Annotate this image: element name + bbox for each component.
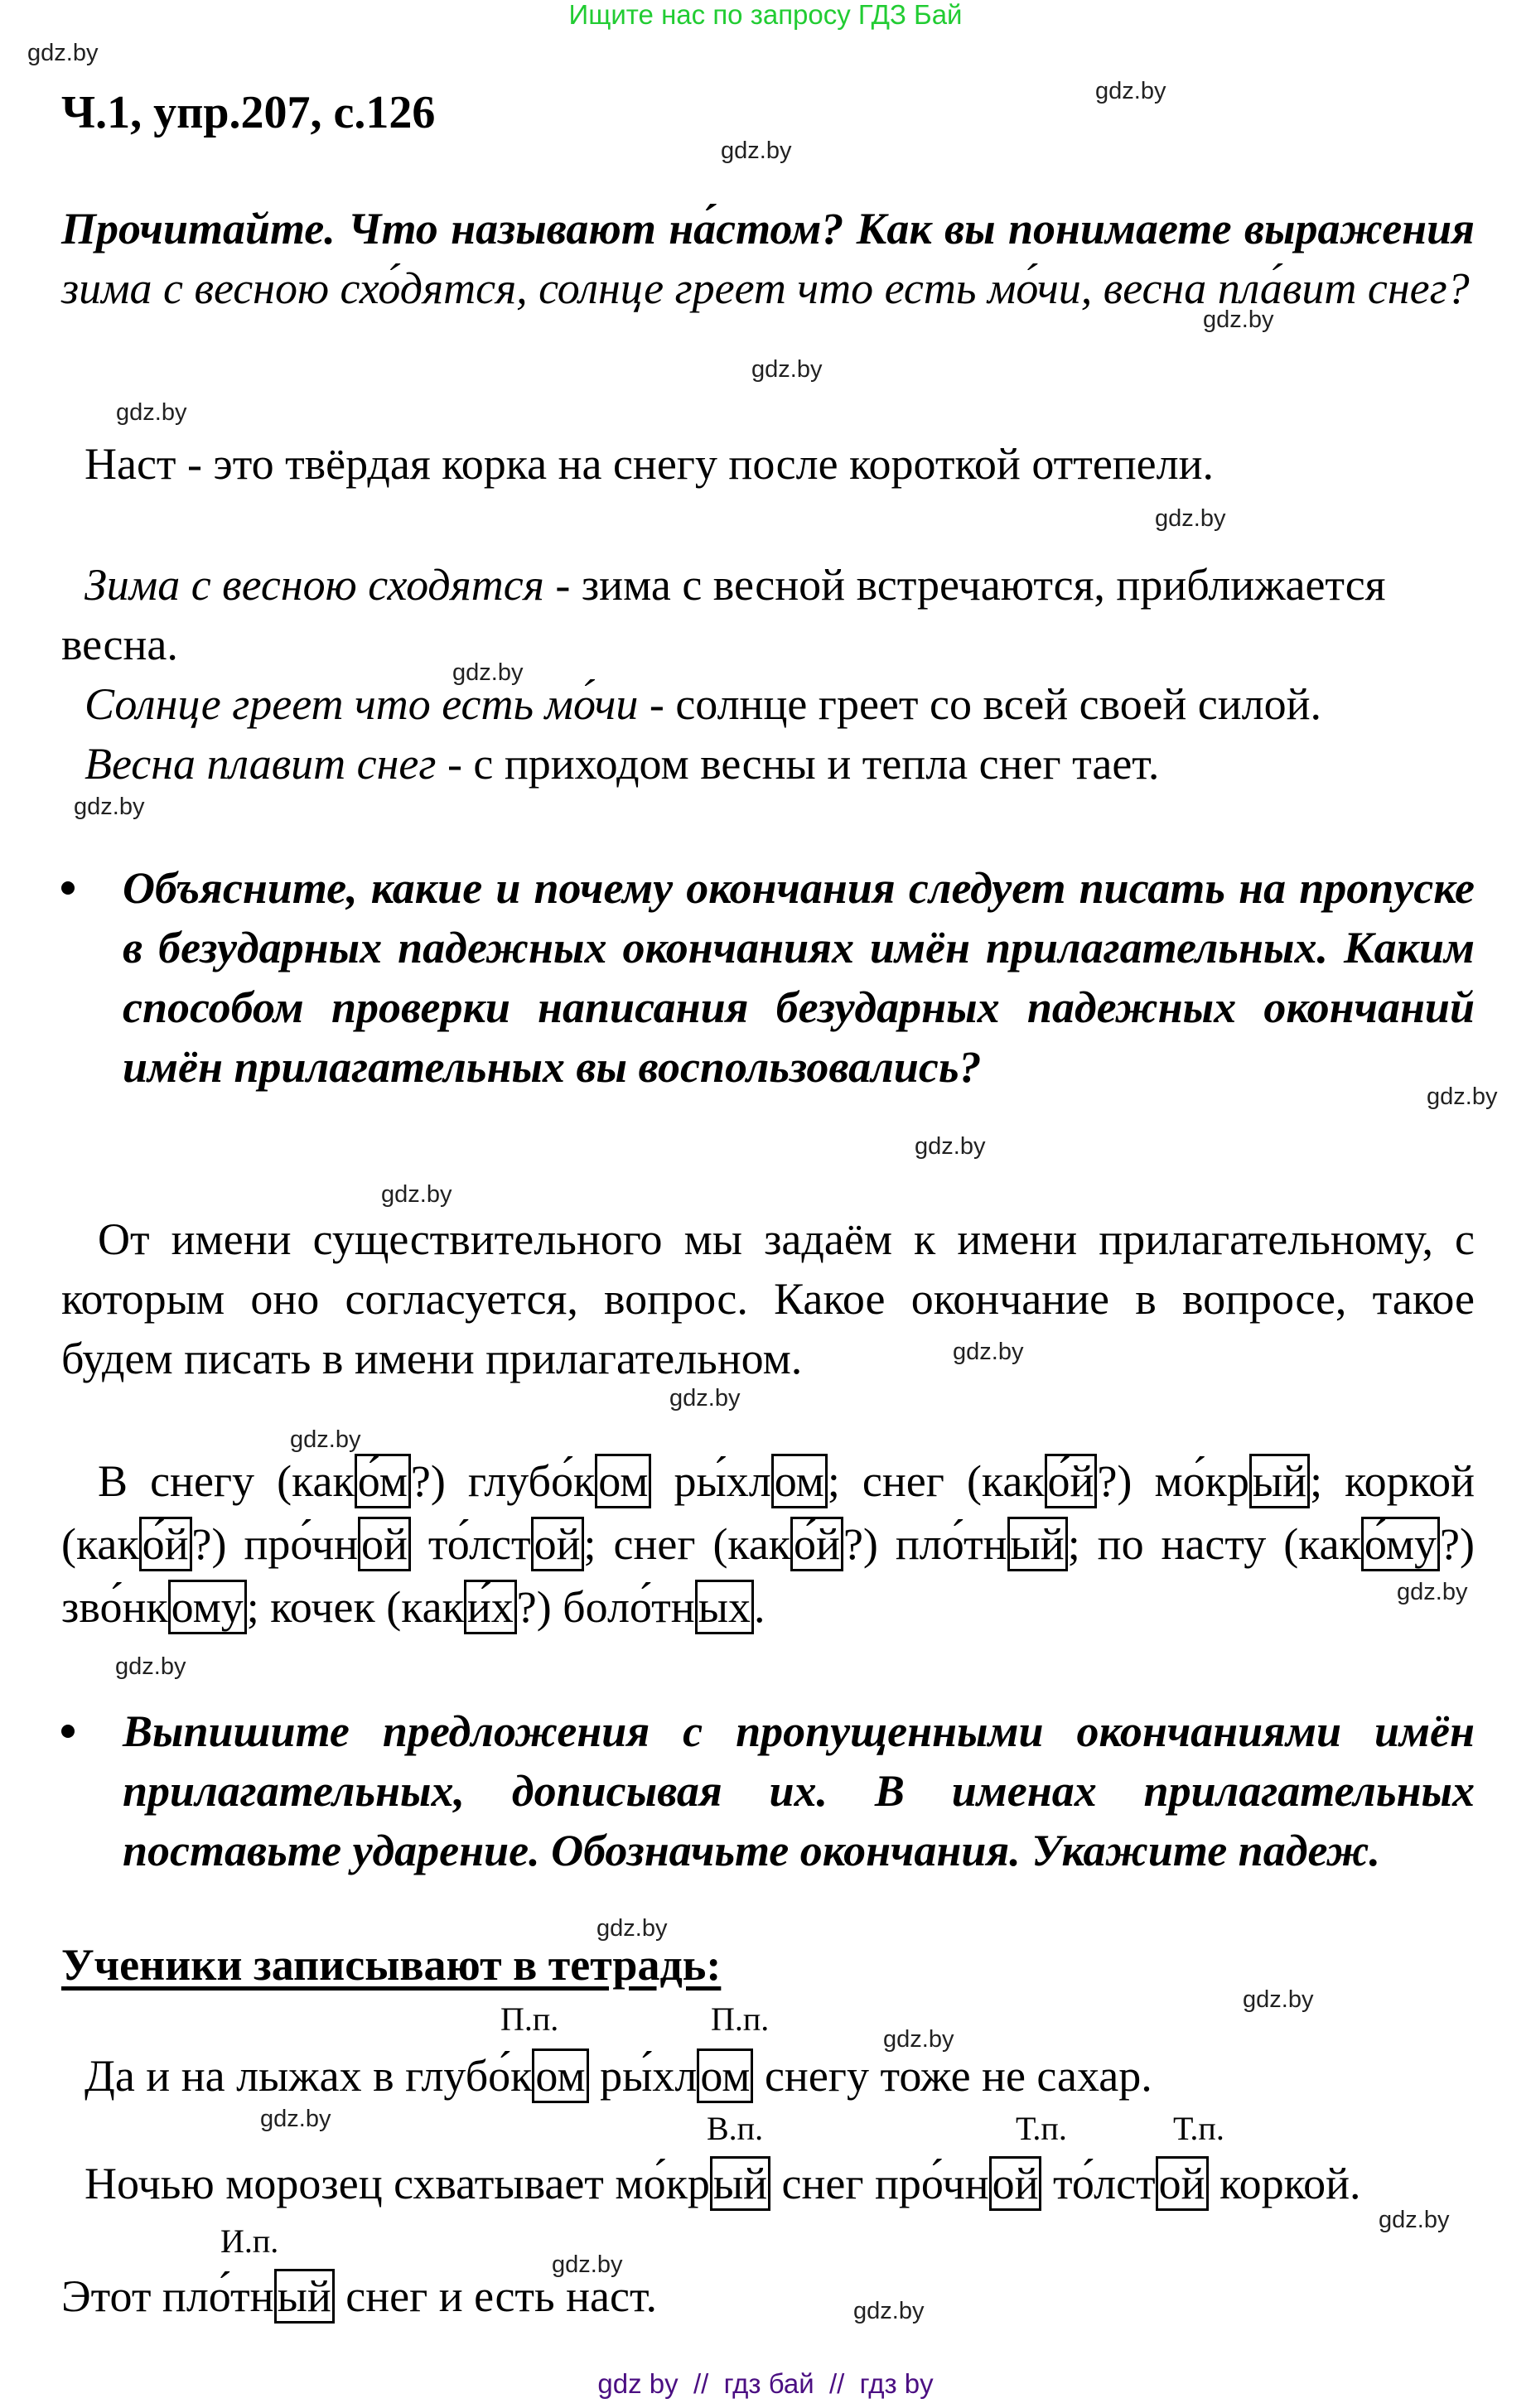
text: ?) про́чн bbox=[191, 1519, 359, 1569]
watermark: gdz.by bbox=[1155, 505, 1226, 532]
case-label: В.п. bbox=[707, 2110, 764, 2147]
ending-box: ом bbox=[771, 1454, 828, 1508]
search-banner: Ищите нас по запросу ГДЗ Бай bbox=[568, 0, 963, 30]
ending-box: ой bbox=[989, 2156, 1042, 2211]
case-label: П.п. bbox=[500, 2000, 559, 2038]
watermark: gdz.by bbox=[1243, 1986, 1314, 2013]
watermark: gdz.by bbox=[452, 659, 524, 686]
notebook-heading: Ученики записывают в тетрадь: bbox=[61, 1940, 722, 1990]
text: снегу тоже не сахар. bbox=[753, 2051, 1152, 2101]
watermark: gdz.by bbox=[751, 356, 823, 383]
footer-links: gdz by // гдз бай // гдз by bbox=[597, 2368, 934, 2399]
watermark: gdz.by bbox=[552, 2251, 623, 2278]
watermark: gdz.by bbox=[260, 2106, 331, 2132]
text: ры́хл bbox=[588, 2051, 698, 2101]
watermark: gdz.by bbox=[596, 1915, 668, 1942]
text: Этот пло́тн bbox=[61, 2271, 274, 2321]
text: ; снег (как bbox=[583, 1519, 791, 1569]
ending-box: ом bbox=[697, 2048, 753, 2103]
watermark: gdz.by bbox=[116, 399, 187, 426]
notebook-sentence-2 bbox=[85, 2154, 1360, 2213]
ending-box: ый bbox=[1007, 1517, 1068, 1571]
bullet-icon bbox=[61, 1725, 75, 1738]
watermark: gdz.by bbox=[915, 1133, 986, 1160]
text: . bbox=[753, 1582, 766, 1632]
watermark: gdz.by bbox=[1397, 1579, 1468, 1605]
task-2 bbox=[61, 858, 1475, 1097]
nast-definition: Наст - это твёрдая корка на снегу после короткой оттепели. bbox=[85, 439, 1214, 489]
watermark: gdz.by bbox=[74, 794, 145, 820]
watermark: gdz.by bbox=[669, 1385, 741, 1412]
ending-box: ой bbox=[1156, 2156, 1209, 2211]
text: ?) мо́кр bbox=[1097, 1456, 1249, 1506]
text: ?) боло́тн bbox=[516, 1582, 695, 1632]
expression-meaning-3 bbox=[61, 734, 1475, 794]
ending-box: о́му bbox=[1361, 1517, 1440, 1571]
task-1-expressions: зима с весною схо́дятся, солнце греет что есть мо́чи, весна пла́вит снег? bbox=[61, 263, 1470, 313]
bullet-icon bbox=[61, 881, 75, 895]
text: ?) пло́тн bbox=[843, 1519, 1007, 1569]
watermark: gdz.by bbox=[115, 1653, 186, 1680]
expression-meaning-2 bbox=[61, 674, 1475, 734]
task-1-question: Прочитайте. Что называют на́стом? Как вы понимаете выражения bbox=[61, 204, 1475, 253]
watermark: gdz.by bbox=[721, 138, 792, 164]
ending-box: о́м bbox=[355, 1454, 411, 1508]
watermark: gdz.by bbox=[1379, 2207, 1450, 2233]
text: Да и на лыжах в глубо́к bbox=[85, 2051, 533, 2101]
ending-box: ый bbox=[710, 2156, 770, 2211]
ending-box: ой bbox=[358, 1517, 411, 1571]
text: ; коркой (как bbox=[61, 1456, 1475, 1569]
task-3 bbox=[61, 1701, 1475, 1880]
text: снег про́чн bbox=[770, 2159, 989, 2208]
expression-meaning-1 bbox=[61, 555, 1475, 674]
ending-box: ый bbox=[274, 2269, 335, 2324]
expression-meaning: - солнце греет со всей своей силой. bbox=[638, 679, 1321, 729]
watermark: gdz.by bbox=[27, 40, 99, 66]
ending-box: о́й bbox=[139, 1517, 192, 1571]
ending-box: ой bbox=[531, 1517, 584, 1571]
text: ; снег (как bbox=[827, 1456, 1045, 1506]
ending-box: ому bbox=[168, 1580, 247, 1634]
text: снег и есть наст. bbox=[334, 2271, 658, 2321]
text: ; кочек (как bbox=[246, 1582, 464, 1632]
task-1 bbox=[61, 199, 1475, 318]
ending-box: ый bbox=[1249, 1454, 1310, 1508]
expression-phrase: Весна плавит снег bbox=[85, 739, 437, 789]
case-label: Т.п. bbox=[1173, 2110, 1224, 2147]
expression-phrase: Солнце греет что есть мо́чи bbox=[85, 679, 639, 729]
watermark: gdz.by bbox=[290, 1426, 361, 1453]
watermark: gdz.by bbox=[883, 2026, 954, 2053]
text: ; по насту (как bbox=[1067, 1519, 1361, 1569]
watermark: gdz.by bbox=[1203, 306, 1274, 333]
ending-box: и́х bbox=[464, 1580, 517, 1634]
text: то́лст bbox=[410, 1519, 531, 1569]
watermark: gdz.by bbox=[1427, 1083, 1498, 1110]
watermark: gdz.by bbox=[953, 1339, 1024, 1365]
ending-box: ом bbox=[595, 1454, 651, 1508]
text: Ночью морозец схватывает мо́кр bbox=[85, 2159, 710, 2208]
expression-phrase: Зима с весною сходятся bbox=[85, 560, 544, 610]
ending-box: ых bbox=[695, 1580, 754, 1634]
text: ?) зво́нк bbox=[61, 1519, 1475, 1632]
text: ры́хл bbox=[651, 1456, 771, 1506]
watermark: gdz.by bbox=[381, 1181, 452, 1208]
watermark: gdz.by bbox=[853, 2298, 925, 2324]
text: В снегу (как bbox=[98, 1456, 355, 1506]
case-label: И.п. bbox=[220, 2222, 279, 2260]
ending-box: ом bbox=[532, 2048, 588, 2103]
task-3-text: Выпишите предложения с пропущенными окончаниями имён прилагательных, дописывая их. В именах прилагательных поставьте ударение. Обозначьте окончания. Укажите падеж. bbox=[123, 1706, 1475, 1875]
text: то́лст bbox=[1041, 2159, 1156, 2208]
text: коркой. bbox=[1208, 2159, 1361, 2208]
page-title: Ч.1, упр.207, с.126 bbox=[61, 87, 436, 138]
expression-meaning: - зима с весной встречаются, приближается весна. bbox=[61, 560, 1386, 669]
case-label: Т.п. bbox=[1016, 2110, 1067, 2147]
ending-box: о́й bbox=[1045, 1454, 1098, 1508]
case-label: П.п. bbox=[711, 2000, 770, 2038]
ending-box: о́й bbox=[790, 1517, 843, 1571]
notebook-sentence-1 bbox=[85, 2046, 1152, 2106]
expression-meaning: - с приходом весны и тепла снег тает. bbox=[436, 739, 1160, 789]
task-2-text: Объясните, какие и почему окончания следует писать на пропуске в безударных падежных окончаниях имён прилагательных. Каким способом проверки написания безударных падежных окончаний имён прилагательных вы воспользовались? bbox=[123, 863, 1475, 1092]
watermark: gdz.by bbox=[1095, 78, 1166, 104]
answer-2: От имени существительного мы задаём к имени прилагательному, с которым оно согласуется, вопрос. Какое окончание в вопросе, такое будем писать в имени прилагательном. bbox=[61, 1214, 1475, 1383]
examples-paragraph bbox=[61, 1450, 1475, 1638]
notebook-sentence-3 bbox=[61, 2266, 657, 2326]
text: ?) глубо́к bbox=[410, 1456, 596, 1506]
